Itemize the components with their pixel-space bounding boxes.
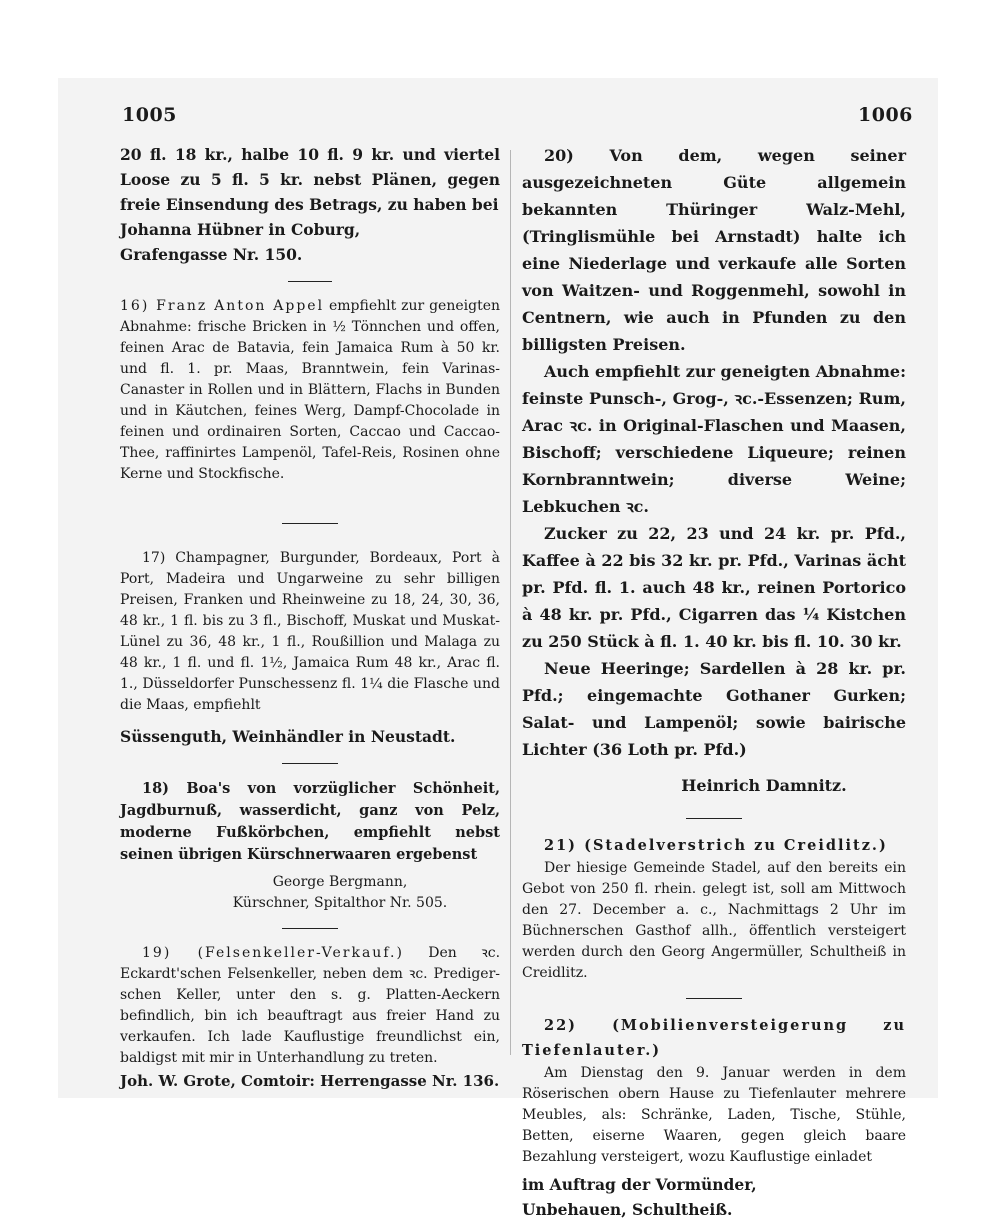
ad-18 xyxy=(120,778,500,914)
column-divider xyxy=(510,150,511,1055)
ad-20-paragraph-3: Zucker zu 22, 23 und 24 kr. pr. Pfd., Kaffee à 22 bis 32 kr. pr. Pfd., Varinas ächt pr. Pfd. fl. 1. auch 48 kr., reinen Portorico à 48 kr. pr. Pfd., Cigarren das ¼ Kistchen zu 250 Stück à fl. 1. 40 kr. bis fl. 10. 30 kr. xyxy=(522,524,906,651)
ad-18-signature-name: George Bergmann, xyxy=(272,874,408,890)
ad-22-heading: 22) (Mobilienversteigerung zu Tiefenlauter.) xyxy=(522,1017,906,1059)
ad-22-signature-line-1: im Auftrag der Vormünder, xyxy=(522,1175,757,1194)
ad-20-signature: Heinrich Damnitz. xyxy=(681,776,847,795)
ad-22 xyxy=(522,1013,906,1222)
ad-15-text: 20 fl. 18 kr., halbe 10 fl. 9 kr. und viertel Loose zu 5 fl. 5 kr. nebst Plänen, gegen freie Einsendung des Betrags, zu haben bei xyxy=(120,145,500,214)
ad-21-text: Der hiesige Gemeinde Stadel, auf den bereits ein Gebot von 250 fl. rhein. gelegt ist, soll am Mittwoch den 27. December a. c., Nachmittags 2 Uhr im Büchnerschen Gasthof allh., öffentlich versteigert werden durch den Georg Angermüller, Schultheiß in Creidlitz. xyxy=(522,860,906,981)
ad-18-text: 18) Boa's von vorzüglicher Schönheit, Jagdburnuß, wasserdicht, ganz von Pelz, moderne Fußkörbchen, empfiehlt nebst seinen übrigen Kürschnerwaaren ergebenst xyxy=(120,780,500,863)
ad-15 xyxy=(120,142,500,267)
ad-15-signature-address: Grafengasse Nr. 150. xyxy=(120,245,303,264)
ad-20-paragraph-1: 20) Von dem, wegen seiner ausgezeichneten Güte allgemein bekannten Thüringer Walz-Mehl, (Tringlismühle bei Arnstadt) halte ich eine Niederlage und verkaufe alle Sorten von Waitzen- und Roggenmehl, sowohl in Centnern, wie auch in Pfunden zu den billigsten Preisen. xyxy=(522,146,906,354)
ad-16-text: empfiehlt zur geneigten Abnahme: frische Bricken in ½ Tönnchen und offen, feinen Arac de Batavia, fein Jamaica Rum à 50 kr. und fl. 1. pr. Maas, Branntwein, fein Varinas-Canaster in Rollen und in Blättern, Flachs in Bunden und in Käutchen, feines Werg, Dampf-Chocolade in feinen und ordinairen Sorten, Caccao und Caccao-Thee, raffinirtes Lampenöl, Tafel-Reis, Rosinen ohne Kerne und Stockfische. xyxy=(120,298,501,482)
ad-19-signature: Joh. W. Grote, Comtoir: Herrengasse Nr. 136. xyxy=(120,1072,500,1090)
right-column xyxy=(522,142,906,1222)
ad-21 xyxy=(522,833,906,984)
separator-rule xyxy=(686,998,742,999)
ad-19-text: Den ꝛc. Eckardt'schen Felsenkeller, neben dem ꝛc. Prediger-schen Keller, unter den s. g. Platten-Aeckern befindlich, bin ich beauftragt aus freier Hand zu verkaufen. Ich lade Kauflustige freundlichst ein, baldigst mit mir in Unterhandlung zu treten. xyxy=(120,945,501,1066)
ad-16 xyxy=(120,296,500,485)
page-number-left: 1005 xyxy=(122,104,177,126)
page-number-right: 1006 xyxy=(858,104,913,126)
separator-rule xyxy=(282,763,338,764)
ad-20-paragraph-4: Neue Heeringe; Sardellen à 28 kr. pr. Pfd.; eingemachte Gothaner Gurken; Salat- und Lampenöl; sowie bairische Lichter (36 Loth pr. Pfd.) xyxy=(522,659,906,759)
ad-22-text: Am Dienstag den 9. Januar werden in dem Röserischen obern Hause zu Tiefenlauter mehrere Meubles, als: Schränke, Laden, Tische, Stühle, Betten, eiserne Waaren, gegen gleich baare Bezahlung versteigert, wozu Kauflustige einladet xyxy=(522,1065,906,1165)
separator-rule xyxy=(282,523,338,524)
left-column xyxy=(120,142,500,1094)
ad-16-heading: 16) Franz Anton Appel xyxy=(120,298,325,314)
ad-20 xyxy=(522,142,906,798)
separator-rule xyxy=(288,281,332,282)
ad-19 xyxy=(120,943,500,1094)
ad-17 xyxy=(120,548,500,749)
ad-20-paragraph-2: Auch empfiehlt zur geneigten Abnahme: feinste Punsch-, Grog-, ꝛc.-Essenzen; Rum, Arac ꝛc. in Original-Flaschen und Maasen, Bischoff; verschiedene Liqueure; reinen Kornbranntwein; diverse Weine; Lebkuchen ꝛc. xyxy=(522,362,906,516)
ad-21-heading: 21) (Stadelverstrich zu Creidlitz.) xyxy=(544,837,888,854)
ad-15-signature-name: Johanna Hübner in Coburg, xyxy=(120,220,361,239)
ad-17-text: 17) Champagner, Burgunder, Bordeaux, Port à Port, Madeira und Ungarweine zu sehr billigen Preisen, Franken und Rheinweine zu 18, 24, 30, 36, 48 kr., 1 fl. bis zu 3 fl., Bischoff, Muskat und Muskat-Lünel zu 36, 48 kr., 1 fl., Roußillion und Malaga zu 48 kr., 1 fl. und fl. 1½, Jamaica Rum 48 kr., Arac fl. 1., Düsseldorfer Punschessenz fl. 1¼ die Flasche und die Maas, empfiehlt xyxy=(120,550,500,713)
separator-rule xyxy=(282,928,338,929)
ad-22-signature-line-2: Unbehauen, Schultheiß. xyxy=(522,1200,733,1219)
ad-18-signature-title: Kürschner, Spitalthor Nr. 505. xyxy=(232,895,448,911)
separator-rule xyxy=(686,818,742,819)
ad-17-signature: Süssenguth, Weinhändler in Neustadt. xyxy=(120,727,456,746)
ad-19-heading: 19) (Felsenkeller-Verkauf.) xyxy=(142,945,404,961)
